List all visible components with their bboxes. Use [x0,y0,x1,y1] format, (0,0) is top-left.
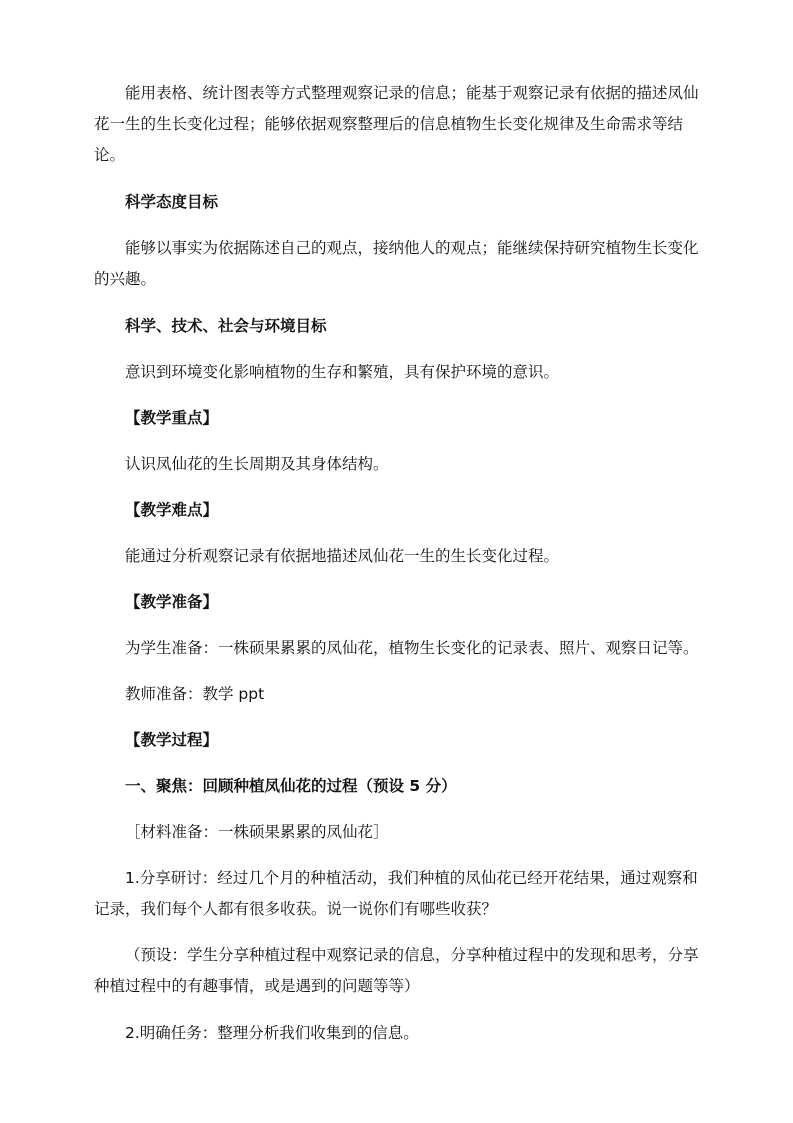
heading-teaching-preparation: 【教学准备】 [125,593,219,611]
paragraph-student-preparation: 为学生准备：一株硕果累累的凤仙花，植物生长变化的记录表、照片、观察日记等。 [125,639,699,657]
paragraph-sts-goals: 意识到环境变化影响植物的生存和繁殖，具有保护环境的意识。 [125,363,560,381]
paragraph-attitude-goals: 能够以事实为依据陈述自己的观点，接纳他人的观点；能继续保持研究植物生长变化的兴趣。 [94,239,699,288]
paragraph-material-preparation: ［材料准备：一株硕果累累的凤仙花］ [125,823,389,841]
paragraph-prediction: （预设：学生分享种植过程中观察记录的信息，分享种植过程中的发现和思考，分享种植过程中的有趣事情，或是遇到的问题等等） [94,946,699,995]
heading-scientific-attitude: 科学态度目标 [125,193,219,211]
paragraph-teaching-difficulty: 能通过分析观察记录有依据地描述凤仙花一生的生长变化过程。 [125,547,560,565]
paragraph-clarify-task: 2.明确任务：整理分析我们收集到的信息。 [125,1024,419,1042]
paragraph-analysis-goals: 能用表格、统计图表等方式整理观察记录的信息；能基于观察记录有依据的描述凤仙花一生的生长变化过程；能够依据观察整理后的信息植物生长变化规律及生命需求等结论。 [94,84,699,164]
heading-teaching-process: 【教学过程】 [125,731,219,749]
heading-teaching-focus: 【教学重点】 [125,409,219,427]
paragraph-share-discussion: 1.分享研讨：经过几个月的种植活动，我们种植的凤仙花已经开花结果，通过观察和记录，我们每个人都有很多收获。说一说你们有哪些收获？ [94,869,698,918]
paragraph-teacher-preparation: 教师准备：教学 ppt [125,685,265,703]
paragraph-teaching-focus: 认识凤仙花的生长周期及其身体结构。 [125,455,389,473]
heading-teaching-difficulty: 【教学难点】 [125,501,219,519]
heading-sts-goals: 科学、技术、社会与环境目标 [125,317,327,335]
heading-step-one: 一、聚焦：回顾种植凤仙花的过程（预设 5 分） [125,777,457,795]
